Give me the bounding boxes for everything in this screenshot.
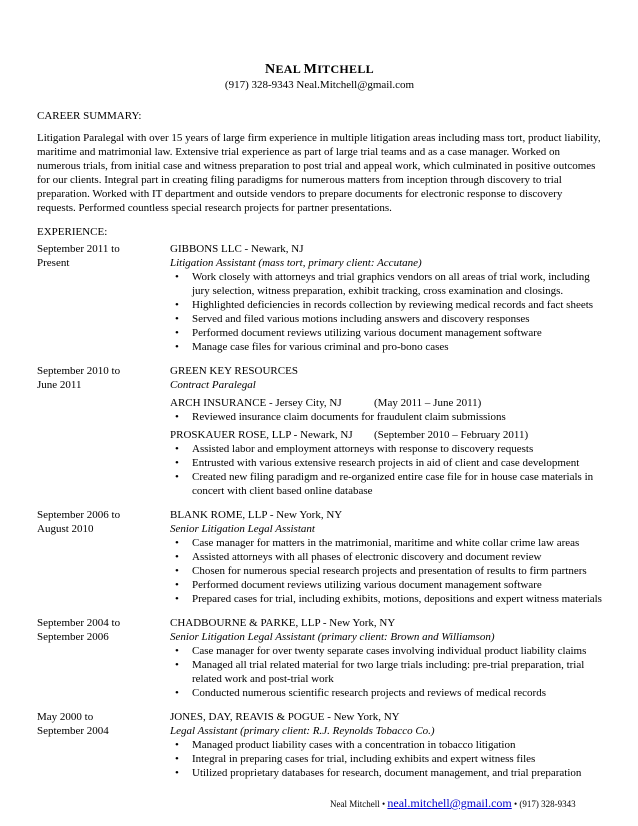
bullet-item: • Case manager for over twenty separate cases involving individual product liability claims — [170, 644, 602, 658]
bullet-item: • Assisted labor and employment attorneys with response to discovery requests — [170, 442, 602, 456]
footer-phone: • (917) 328-9343 — [511, 799, 576, 809]
bullet-item: • Performed document reviews utilizing various document management software — [170, 326, 602, 340]
bullet-item: • Performed document reviews utilizing various document management software — [170, 578, 602, 592]
bullet-item: • Managed product liability cases with a concentration in tobacco litigation — [170, 738, 602, 752]
summary-text: Litigation Paralegal with over 15 years of large firm experience in multiple litigation areas including mass tort, product liability, maritime and matrimonial law. Extensive trial experience as part of large trial teams and as a case manager. Worked on numerous trials, from initial case and witness preparation to post trial and appeal work, which culminated in positive outcomes for our clients. Integral part in creating filing paradigms for numerous matters from inception through discovery to trial preparation. Worked with IT department and outside vendors to prepare documents for electronic response to discovery requests. Performed countless special research projects for partner presentations. — [37, 132, 601, 214]
contact-line: (917) 328-9343 Neal.Mitchell@gmail.com — [224, 79, 415, 91]
bullet-item: • Assisted attorneys with all phases of electronic discovery and document review — [170, 550, 602, 564]
page-footer — [330, 796, 576, 811]
bullet-item: • Work closely with attorneys and trial graphics vendors on all areas of trial work, including jury selection, witness preparation, exhibit tracking, cross examination and closings. — [170, 270, 602, 298]
sub-org: PROSKAUER ROSE, LLP - Newark, NJ — [170, 429, 353, 441]
bullet-item: • Case manager for matters in the matrimonial, maritime and white collar crime law areas — [170, 536, 602, 550]
bullet-item: • Integral in preparing cases for trial, including exhibits and expert witness files — [170, 752, 602, 766]
sub-bullets — [170, 410, 602, 424]
job-title: Litigation Assistant (mass tort, primary client: Accutane) — [170, 257, 422, 269]
bullet-item: • Chosen for numerous special research projects and presentation of results to firm partners — [170, 564, 602, 578]
bullet-item: • Served and filed various motions including answers and discovery responses — [170, 312, 602, 326]
job-org: CHADBOURNE & PARKE, LLP - New York, NY — [170, 617, 396, 629]
job-org: GIBBONS LLC - Newark, NJ — [170, 243, 304, 255]
job-title: Legal Assistant (primary client: R.J. Reynolds Tobacco Co.) — [170, 725, 435, 737]
job-bullets — [170, 270, 602, 354]
bullet-item: • Utilized proprietary databases for research, document management, and trial preparation — [170, 766, 602, 780]
job-entry — [37, 616, 602, 700]
sub-dates: (September 2010 – February 2011) — [374, 429, 529, 441]
resume-page — [37, 62, 602, 780]
job-detail — [170, 364, 602, 498]
job-detail — [170, 616, 602, 700]
candidate-name: NEAL MITCHELL — [265, 62, 374, 77]
job-dates: September 2006 to August 2010 — [37, 509, 121, 535]
summary-heading: CAREER SUMMARY: — [37, 110, 142, 122]
sub-assignment — [170, 396, 602, 424]
footer-name: Neal Mitchell • — [330, 799, 388, 809]
job-title: Senior Litigation Legal Assistant — [170, 523, 315, 535]
job-org: GREEN KEY RESOURCES — [170, 365, 298, 377]
job-entry — [37, 364, 602, 498]
experience-list — [37, 242, 602, 780]
job-bullets — [170, 536, 602, 606]
bullet-item: • Prepared cases for trial, including exhibits, motions, depositions and expert witness materials — [170, 592, 602, 606]
bullet-item: • Conducted numerous scientific research projects and reviews of medical records — [170, 686, 602, 700]
job-dates: May 2000 to September 2004 — [37, 711, 109, 737]
job-detail — [170, 242, 602, 354]
sub-assignment — [170, 428, 602, 498]
bullet-item: • Created new filing paradigm and re-organized entire case file for in house case materials in concert with client based online database — [170, 470, 602, 498]
sub-org: ARCH INSURANCE - Jersey City, NJ — [170, 397, 342, 409]
bullet-item: • Highlighted deficiencies in records collection by reviewing medical records and fact sheets — [170, 298, 602, 312]
job-bullets — [170, 644, 602, 700]
job-entry — [37, 242, 602, 354]
job-dates: September 2010 to June 2011 — [37, 365, 121, 391]
job-title: Senior Litigation Legal Assistant (primary client: Brown and Williamson) — [170, 631, 495, 643]
job-detail — [170, 508, 602, 606]
job-title: Contract Paralegal — [170, 379, 256, 391]
job-entry — [37, 710, 602, 780]
sub-bullets — [170, 442, 602, 498]
job-dates: September 2011 to Present — [37, 243, 120, 269]
bullet-item: • Manage case files for various criminal and pro-bono cases — [170, 340, 602, 354]
experience-heading: EXPERIENCE: — [37, 226, 108, 238]
job-entry — [37, 508, 602, 606]
bullet-item: • Entrusted with various extensive research projects in aid of client and case development — [170, 456, 602, 470]
bullet-item: • Reviewed insurance claim documents for fraudulent claim submissions — [170, 410, 602, 424]
job-bullets — [170, 738, 602, 780]
footer-email-link[interactable]: neal.mitchell@gmail.com — [387, 796, 512, 810]
job-dates: September 2004 to September 2006 — [37, 617, 121, 643]
sub-dates: (May 2011 – June 2011) — [374, 397, 482, 409]
bullet-item: • Managed all trial related material for two large trials including: pre-trial preparation, trial related work and post-trial work — [170, 658, 602, 686]
job-detail — [170, 710, 602, 780]
job-org: BLANK ROME, LLP - New York, NY — [170, 509, 343, 521]
job-org: JONES, DAY, REAVIS & POGUE - New York, NY — [170, 711, 400, 723]
